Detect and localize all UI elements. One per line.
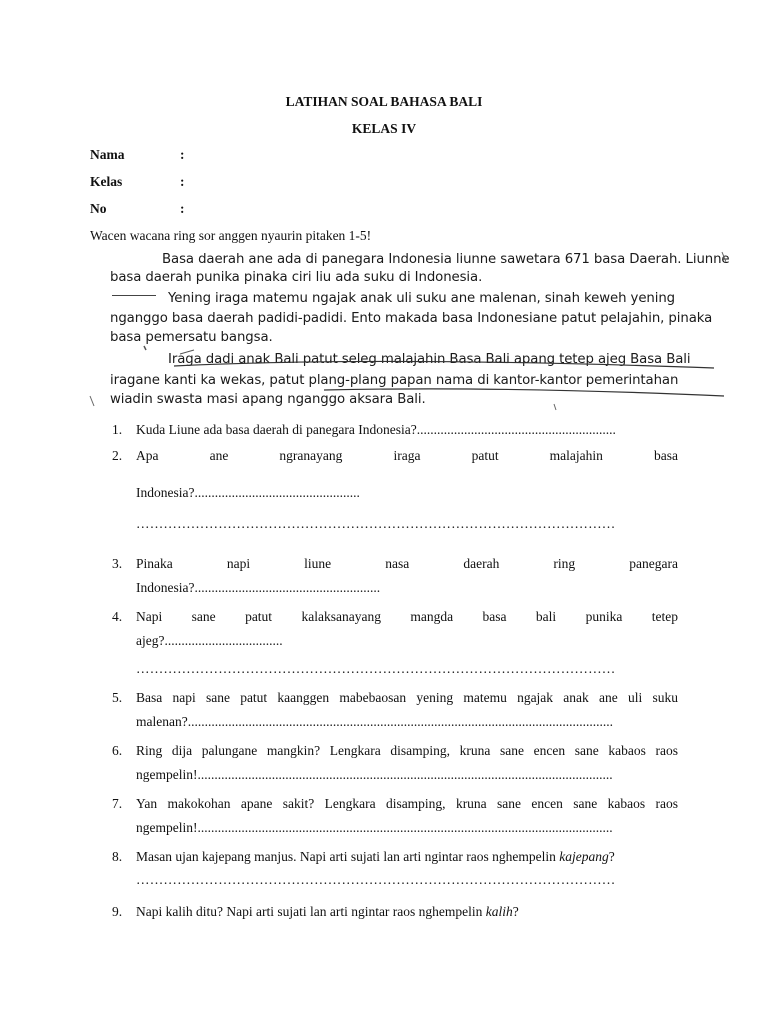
- field-no: [90, 201, 185, 217]
- question-text: Yan makokohan apane sakit? Lengkara disamping, kruna sane encen sane kabaos raos: [136, 796, 678, 811]
- question-number: 8.: [112, 849, 123, 864]
- question-number: 2.: [112, 448, 123, 463]
- question-text: Basa napi sane patut kaanggen mabebaosan yening matemu ngajak anak ane uli suku: [136, 690, 678, 705]
- passage-line: basa daerah punika pinaka ciri liu ada suku di Indonesia.: [110, 270, 483, 285]
- passage-line: wiadin swasta masi apang nganggo aksara Bali.: [110, 392, 426, 407]
- question-text: ajeg?...................................: [136, 633, 283, 648]
- passage-line: basa pemersatu bangsa.: [110, 330, 273, 345]
- question-text: [136, 845, 678, 869]
- question-number: 9.: [112, 904, 123, 919]
- question-text: Pinaka napi liune nasa daerah ring panegara: [136, 556, 678, 571]
- question-text: ngempelin!...........................................................................................................................: [136, 820, 613, 835]
- question-number: 4.: [112, 609, 123, 624]
- field-separator: :: [180, 174, 185, 189]
- question-keyword: kalih: [485, 904, 513, 919]
- instruction: Wacen wacana ring sor anggen nyaurin pitaken 1-5!: [90, 228, 372, 243]
- field-label: Kelas: [90, 174, 123, 189]
- question-text: Kuda Liune ada basa daerah di panegara Indonesia?...........................................................: [136, 422, 616, 437]
- question-text: Napi sane patut kalaksanayang mangda basa bali punika tetep: [136, 609, 678, 624]
- question-text: Indonesia?.......................................................: [136, 580, 381, 595]
- passage-line: Yening iraga matemu ngajak anak uli suku ane malenan, sinah keweh yening: [168, 291, 675, 306]
- question-number: 5.: [112, 690, 123, 705]
- question-mark: ?: [512, 904, 519, 919]
- question-text: Apa ane ngranayang iraga patut malajahin basa: [136, 448, 678, 463]
- question-9: [112, 900, 678, 924]
- question-text-main: Masan ujan kajepang manjus. Napi arti sujati lan arti ngintar raos nghempelin: [136, 849, 560, 864]
- field-kelas: [90, 174, 185, 190]
- field-nama: [90, 147, 185, 163]
- passage-line: nganggo basa daerah padidi-padidi. Ento makada basa Indonesiane patut pelajahin, pinaka: [110, 311, 713, 326]
- question-4: [112, 605, 678, 653]
- question-8: [112, 845, 678, 869]
- question-1: [112, 418, 678, 442]
- field-label: Nama: [90, 147, 125, 162]
- question-2: [112, 444, 678, 468]
- question-number: 6.: [112, 743, 123, 758]
- page-subtitle: KELAS IV: [351, 121, 417, 136]
- field-separator: :: [180, 201, 185, 216]
- reading-passage: [84, 246, 744, 412]
- passage-line: Basa daerah ane ada di panegara Indonesia liunne sawetara 671 basa Daerah. Liunne: [162, 252, 730, 267]
- answer-line[interactable]: ……………………………………………………………………………………………: [136, 516, 616, 531]
- question-2-continuation: [112, 481, 678, 505]
- question-3: [112, 552, 678, 600]
- answer-line[interactable]: ……………………………………………………………………………………………: [136, 661, 616, 676]
- passage-line: iragane kanti ka wekas, patut plang-plang papan nama di kantor-kantor pemerintahan: [110, 373, 679, 388]
- passage-line: Iraga dadi anak Bali patut seleg malajahin Basa Bali apang tetep ajeg Basa Bali: [168, 352, 691, 367]
- question-6: [112, 739, 678, 787]
- question-text: Indonesia?.................................................: [136, 485, 360, 500]
- question-mark: ?: [608, 849, 615, 864]
- page-title: LATIHAN SOAL BAHASA BALI: [285, 94, 483, 109]
- field-separator: :: [180, 147, 185, 162]
- question-text: malenan?..............................................................................................................................: [136, 714, 613, 729]
- question-number: 1.: [112, 422, 123, 437]
- question-text: [136, 900, 678, 924]
- question-text: Ring dija palungane mangkin? Lengkara disamping, kruna sane encen sane kabaos raos: [136, 743, 678, 758]
- question-5: [112, 686, 678, 734]
- question-keyword: kajepang: [559, 849, 609, 864]
- question-text: ngempelin!...........................................................................................................................: [136, 767, 613, 782]
- scan-marks-icon: [84, 246, 744, 412]
- field-label: No: [90, 201, 107, 216]
- answer-line[interactable]: ……………………………………………………………………………………………: [136, 872, 616, 887]
- question-number: 7.: [112, 796, 123, 811]
- question-text-main: Napi kalih ditu? Napi arti sujati lan arti ngintar raos nghempelin: [136, 904, 486, 919]
- question-7: [112, 792, 678, 840]
- question-number: 3.: [112, 556, 123, 571]
